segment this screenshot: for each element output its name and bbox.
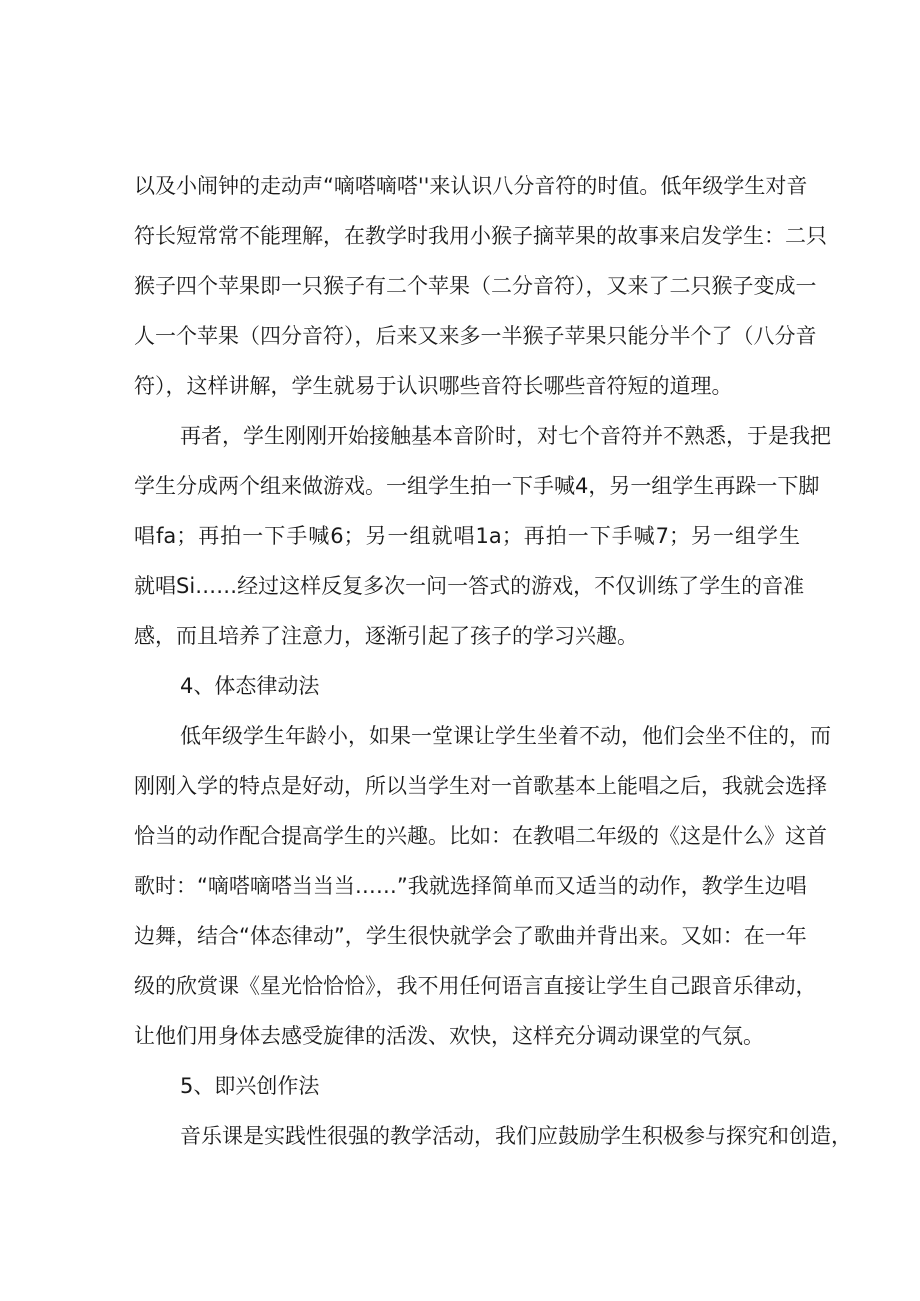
paragraph-line: 人一个苹果（四分音符），后来又来多一半猴子苹果只能分半个了（八分音 [134, 324, 817, 348]
paragraph-line: 恰当的动作配合提高学生的兴趣。比如：在教唱二年级的《这是什么》这首 [134, 824, 827, 848]
paragraph-line: 边舞，结合“体态律动”，学生很快就学会了歌曲并背出来。又如：在一年 [134, 924, 807, 948]
paragraph-line: 以及小闹钟的走动声“嘀嗒嘀嗒''来认识八分音符的时值。低年级学生对音 [134, 174, 808, 198]
paragraph-line: 猴子四个苹果即一只猴子有二个苹果（二分音符），又来了二只猴子变成一 [134, 274, 817, 298]
paragraph-line: 低年级学生年龄小，如果一堂课让学生坐着不动，他们会坐不住的，而 [180, 724, 831, 748]
paragraph-line: 音乐课是实践性很强的教学活动，我们应鼓励学生积极参与探究和创造， [180, 1124, 852, 1148]
paragraph-line: 符），这样讲解，学生就易于认识哪些音符长哪些音符短的道理。 [134, 374, 733, 398]
section-heading: 4、体态律动法 [180, 674, 320, 698]
paragraph-line: 就唱Si……经过这样反复多次一问一答式的游戏，不仅训练了学生的音准 [134, 574, 805, 598]
paragraph-line: 学生分成两个组来做游戏。一组学生拍一下手喊4，另一组学生再跺一下脚 [134, 474, 820, 498]
paragraph-line: 感，而且培养了注意力，逐渐引起了孩子的学习兴趣。 [134, 624, 638, 648]
paragraph-line: 再者，学生刚刚开始接触基本音阶时，对七个音符并不熟悉，于是我把 [180, 424, 831, 448]
paragraph-line: 唱fa；再拍一下手喊6；另一组就唱1a；再拍一下手喊7；另一组学生 [134, 524, 800, 548]
section-heading: 5、即兴创作法 [180, 1074, 320, 1098]
paragraph-line: 歌时：“嘀嗒嘀嗒当当当……”我就选择简单而又适当的动作，教学生边唱 [134, 874, 807, 898]
paragraph-line: 符长短常常不能理解，在教学时我用小猴子摘苹果的故事来启发学生：二只 [134, 224, 827, 248]
paragraph-line: 级的欣赏课《星光恰恰恰》，我不用任何语言直接让学生自己跟音乐律动， [134, 974, 817, 998]
paragraph-line: 刚刚入学的特点是好动，所以当学生对一首歌基本上能唱之后，我就会选择 [134, 774, 827, 798]
paragraph-line: 让他们用身体去感受旋律的活泼、欢快，这样充分调动课堂的气氛。 [134, 1024, 764, 1048]
